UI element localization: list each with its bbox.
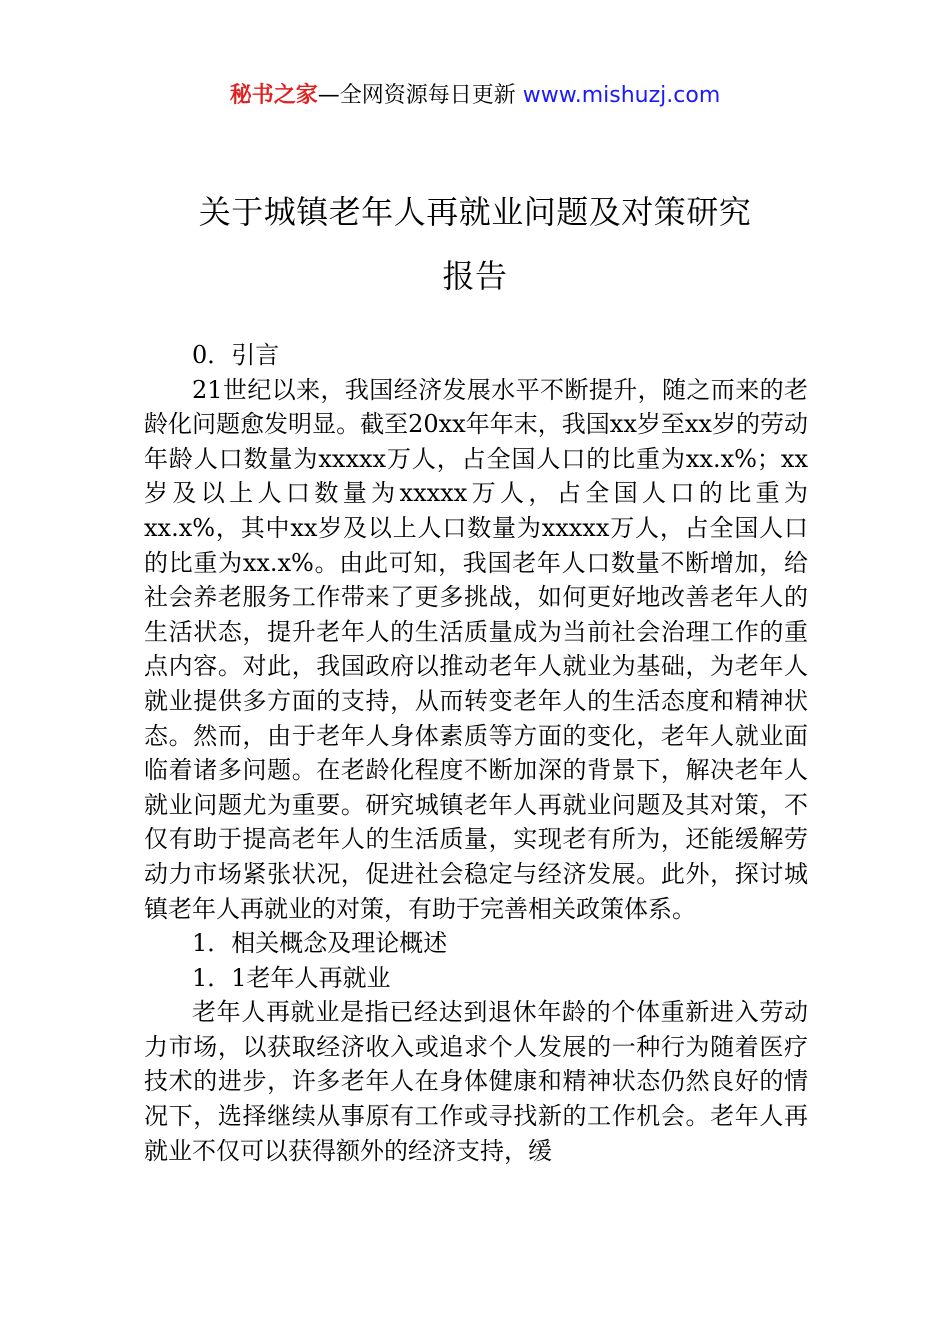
subsection-heading-1-1: 1．1老年人再就业 xyxy=(192,963,391,992)
site-tagline: —全网资源每日更新 xyxy=(317,83,516,108)
document-title xyxy=(0,180,950,308)
paragraph-intro: 21世纪以来，我国经济发展水平不断提升，随之而来的老龄化问题愈发明显。截至20xx年年末，我国xx岁至xx岁的劳动年龄人口数量为xxxxx万人，占全国人口的比重为xx.x%；xx岁及以上人口数量为xxxxx万人，占全国人口的比重为xx.x%，其中xx岁及以上人口数量为xxxxx万人，占全国人口的比重为xx.x%。由此可知，我国老年人口数量不断增加，给社会养老服务工作带来了更多挑战，如何更好地改善老年人的生活状态，提升老年人的生活质量成为当前社会治理工作的重点内容。对此，我国政府以推动老年人就业为基础，为老年人就业提供多方面的支持，从而转变老年人的生活态度和精神状态。然而，由于老年人身体素质等方面的变化，老年人就业面临着诸多问题。在老龄化程度不断加深的背景下，解决老年人就业问题尤为重要。研究城镇老年人再就业问题及其对策，不仅有助于提高老年人的生活质量，实现老有所为，还能缓解劳动力市场紧张状况，促进社会稳定与经济发展。此外，探讨城镇老年人再就业的对策，有助于完善相关政策体系。 xyxy=(144,375,808,923)
document-body xyxy=(144,338,808,1168)
section-heading-1: 1．相关概念及理论概述 xyxy=(192,929,448,958)
title-line-1: 关于城镇老年人再就业问题及对策研究 xyxy=(198,193,752,231)
site-url-link[interactable]: www.mishuzj.com xyxy=(522,83,721,108)
section-heading-intro: 0．引言 xyxy=(192,341,280,369)
site-header xyxy=(0,80,950,112)
brand-name: 秘书之家 xyxy=(229,83,318,108)
title-line-2: 报告 xyxy=(442,257,508,295)
paragraph-1-1: 老年人再就业是指已经达到退休年龄的个体重新进入劳动力市场，以获取经济收入或追求个人发展的一种行为随着医疗技术的进步，许多老年人在身体健康和精神状态仍然良好的情况下，选择继续从事原有工作或寻找新的工作机会。老年人再就业不仅可以获得额外的经济支持，缓 xyxy=(144,998,808,1165)
